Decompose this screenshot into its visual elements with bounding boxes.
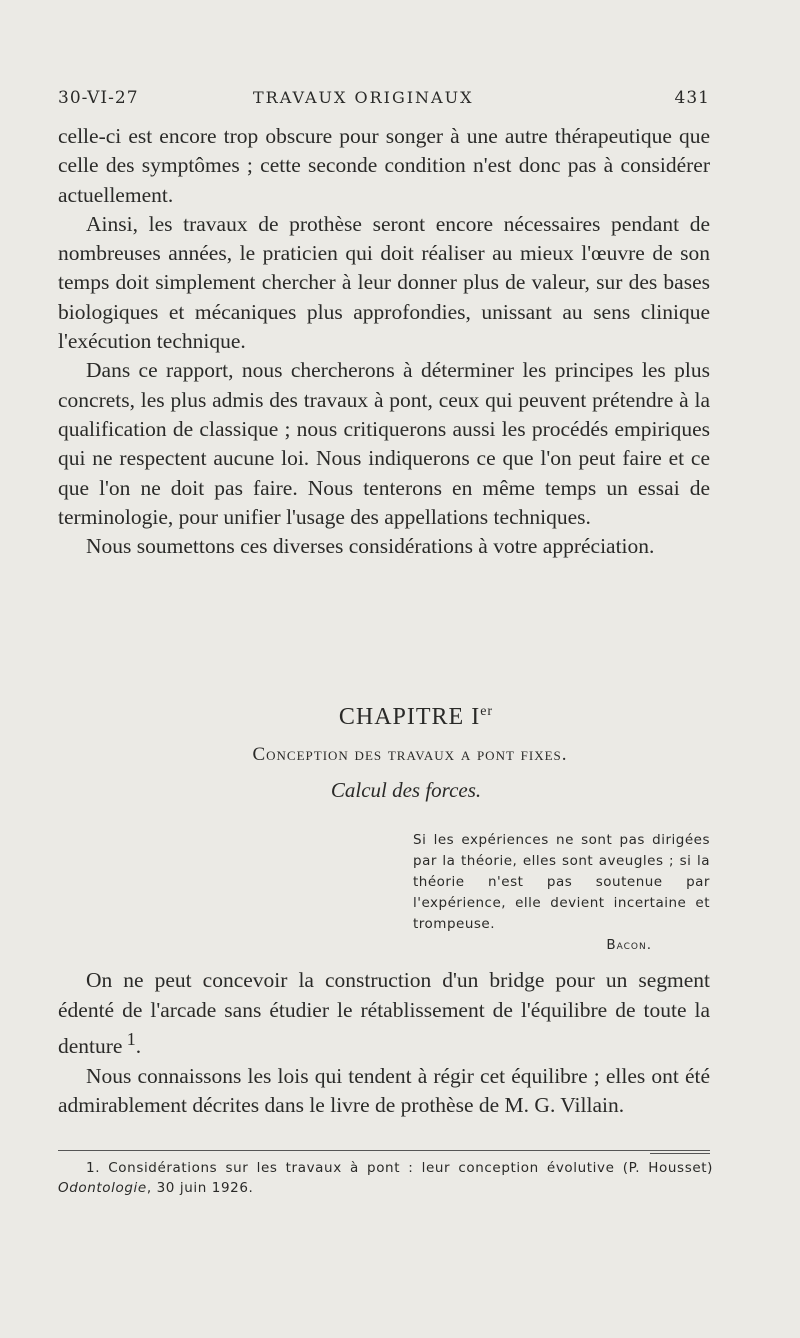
footnote-divider (58, 1150, 710, 1151)
chapter-title-sup: er (480, 704, 494, 719)
chapter-heading (0, 704, 800, 803)
paragraph: Dans ce rapport, nous chercherons à déterminer les principes les plus concrets, les plus admis des travaux à pont, ceux qui peuvent prétendre à la qualification de classique ; nous critiquerons aussi les procédés empiriques qui ne respectent aucune loi. Nous indiquerons ce que l'on peut faire et ce que l'on ne doit pas faire. Nous tenterons en même temps un essai de terminologie, pour unifier l'usage des appellations techniques. (58, 358, 710, 529)
body-text (58, 122, 710, 561)
footnote-journal: Odontologie (58, 1180, 147, 1196)
header-date: 30-VI-27 (58, 88, 139, 108)
paragraph: celle-ci est encore trop obscure pour songer à une autre thérapeutique que celle des symptômes ; cette seconde condition n'est donc pas à considérer actuellement. (58, 124, 710, 207)
chapter-title: CHAPITRE Ier (338, 704, 494, 730)
paragraph: Nous soumettons ces diverses considérations à votre appréciation. (86, 534, 655, 559)
page-number: 431 (674, 88, 710, 108)
epigraph-text: Si les expériences ne sont pas dirigées par la théorie, elles sont aveugles ; si la théorie n'est pas soutenue par l'expérience, elle devient incertaine et trompeuse. (413, 832, 710, 932)
section-heading: Calcul des forces. (330, 778, 482, 802)
epigraph (413, 830, 710, 956)
footnote-divider-accent (650, 1153, 710, 1154)
paragraph: Nous connaissons les lois qui tendent à régir cet équilibre ; elles ont été admirablement décrites dans le livre de prothèse de M. G. Villain. (58, 1063, 710, 1118)
paragraph: Ainsi, les travaux de prothèse seront encore nécessaires pendant de nombreuses années, le praticien qui doit réaliser au mieux l'œuvre de son temps doit simplement chercher à leur donner plus de valeur, sur des bases biologiques et mécaniques plus approfondies, unissant au sens clinique l'exécution technique. (58, 211, 710, 354)
header-section: TRAVAUX ORIGINAUX (253, 88, 474, 107)
footnote-text: Considérations sur les travaux à pont : leur conception évolutive (P. Housset) (108, 1160, 713, 1176)
footnote-marker: 1. (86, 1160, 101, 1176)
chapter-subtitle: Conception des travaux a pont fixes. (252, 744, 568, 765)
footnote-reference: 1 (126, 1029, 136, 1049)
paragraph: On ne peut concevoir la construction d'un bridge pour un segment édenté de l'arcade sans étudier le rétablissement de l'équilibre de toute la denture $^1$. (58, 968, 710, 1059)
footnote (58, 1158, 713, 1198)
body-text-continued (58, 966, 710, 1121)
epigraph-author: Bacon. (606, 937, 652, 953)
footnote-date: , 30 juin 1926. (146, 1180, 254, 1196)
